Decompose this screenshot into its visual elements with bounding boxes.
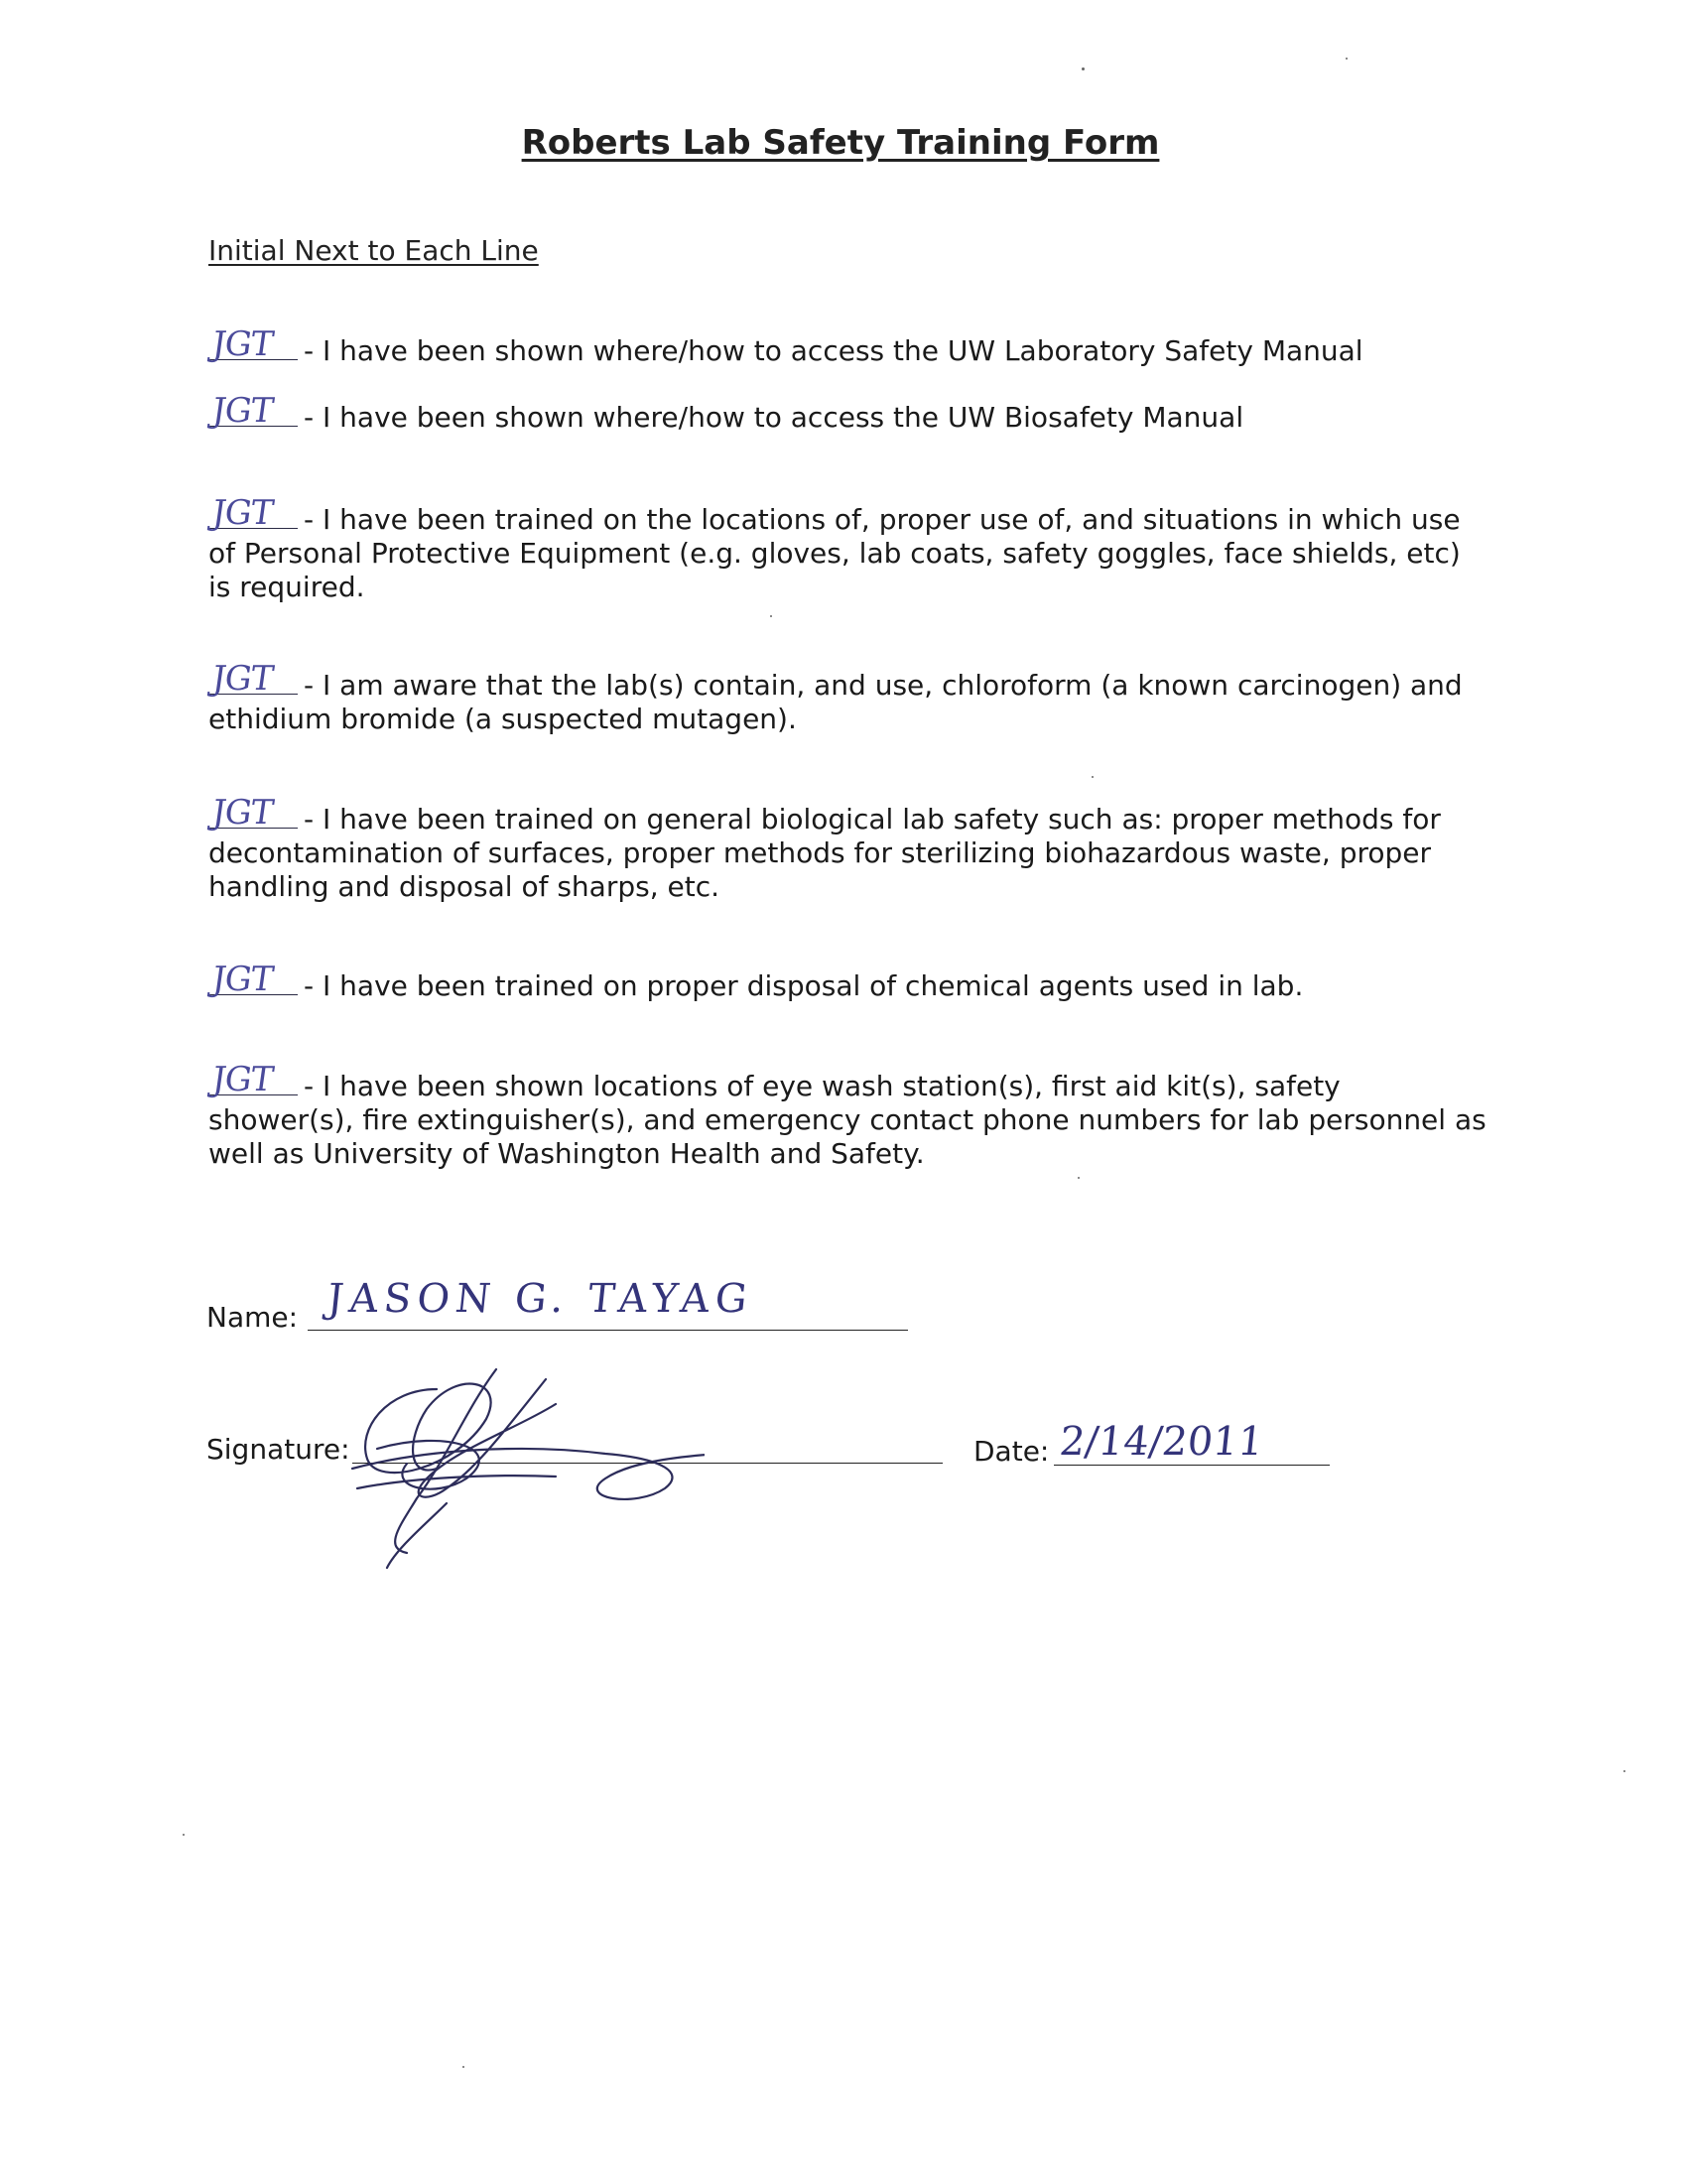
handwritten-name: JASON G. TAYAG <box>324 1276 756 1322</box>
checklist-item <box>208 960 1488 1003</box>
scan-speck <box>1078 1177 1080 1179</box>
handwritten-initials: JGT <box>209 659 276 699</box>
instruction-heading: Initial Next to Each Line <box>208 234 539 267</box>
initials-field[interactable] <box>208 324 298 364</box>
scan-speck <box>183 1834 185 1836</box>
checklist-item <box>208 659 1488 736</box>
checklist-item <box>208 1060 1488 1171</box>
initials-field[interactable] <box>208 793 298 833</box>
scan-speck <box>1623 1770 1625 1772</box>
checklist-item-text: - I have been trained on the locations of, proper use of, and situations in which use of Personal Protective Equipment (e.g. gloves, lab coats, safety goggles, face shields, etc) is required. <box>208 503 1461 603</box>
handwritten-initials: JGT <box>209 324 276 364</box>
name-label: Name: <box>206 1301 299 1334</box>
handwritten-initials: JGT <box>209 960 276 999</box>
initials-field[interactable] <box>208 1060 298 1099</box>
form-title: Roberts Lab Safety Training Form <box>521 123 1160 163</box>
scan-speck <box>1082 67 1085 70</box>
scan-speck <box>1092 776 1094 778</box>
handwritten-date: 2/14/2011 <box>1057 1419 1266 1465</box>
checklist-item <box>208 324 1488 368</box>
handwritten-initials: JGT <box>209 793 276 833</box>
scan-speck <box>770 615 772 617</box>
handwritten-signature <box>347 1349 705 1578</box>
initials-field[interactable] <box>208 391 298 431</box>
checklist-item-text: - I have been shown locations of eye wash station(s), first aid kit(s), safety shower(s), fire extinguisher(s), and emergency contact phone numbers for lab personnel as well as University of Washington Health and Safety. <box>208 1070 1487 1170</box>
checklist-item-text: - I have been trained on proper disposal of chemical agents used in lab. <box>304 969 1304 1002</box>
signature-label: Signature: <box>206 1433 350 1466</box>
handwritten-initials: JGT <box>209 1060 276 1099</box>
initials-field[interactable] <box>208 960 298 999</box>
scan-speck <box>1346 58 1348 60</box>
initials-field[interactable] <box>208 659 298 699</box>
scan-speck <box>462 2066 464 2068</box>
handwritten-initials: JGT <box>209 391 276 431</box>
checklist-item-text: - I am aware that the lab(s) contain, and use, chloroform (a known carcinogen) and ethidium bromide (a suspected mutagen). <box>208 669 1463 735</box>
checklist-item <box>208 793 1488 904</box>
checklist-item <box>208 391 1488 435</box>
checklist-item-text: - I have been trained on general biological lab safety such as: proper methods for decontamination of surfaces, proper methods for sterilizing biohazardous waste, proper handling and disposal of sharps, etc. <box>208 803 1441 903</box>
checklist-item <box>208 493 1488 604</box>
checklist-item-text: - I have been shown where/how to access the UW Laboratory Safety Manual <box>304 334 1363 367</box>
checklist-item-text: - I have been shown where/how to access the UW Biosafety Manual <box>304 401 1244 434</box>
initials-field[interactable] <box>208 493 298 533</box>
date-label: Date: <box>973 1435 1050 1468</box>
handwritten-initials: JGT <box>209 493 276 533</box>
